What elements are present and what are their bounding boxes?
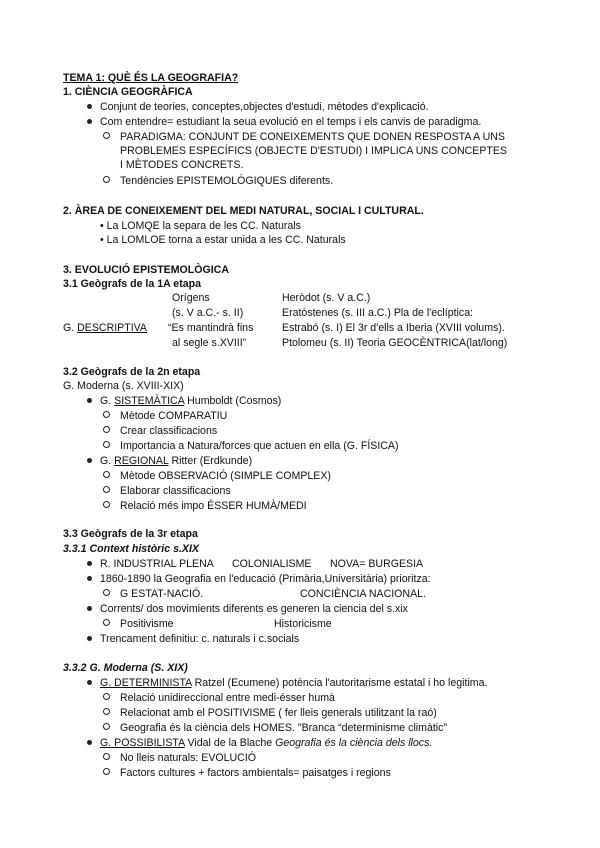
bullet-dot-icon bbox=[87, 736, 92, 749]
g-determinista bbox=[100, 677, 487, 690]
s2-bullet-2: • La LOMLOE torna a estar unida a les CC. Naturals bbox=[100, 234, 346, 246]
origens-range: (s. V a.C.- s. II) bbox=[172, 307, 244, 319]
bullet-circle-icon bbox=[103, 751, 110, 764]
s2-bullet-1: • La LOMQE la separa de les CC. Naturals bbox=[100, 220, 301, 232]
g-sistematica-word: SISTEMÀTICA bbox=[114, 395, 185, 407]
g-regional-rest: Ritter (Erdkunde) bbox=[168, 455, 253, 467]
bullet-circle-icon bbox=[103, 706, 110, 719]
context-positivisme: Positivisme bbox=[120, 618, 174, 630]
bullet-circle-icon bbox=[103, 691, 110, 704]
g-regional-prefix: G. bbox=[100, 455, 115, 467]
bullet-dot-icon bbox=[87, 572, 92, 585]
gdet-item-3: Geografia és la ciència dels HOMES. "Branca “determinisme climàtic” bbox=[120, 722, 447, 734]
bullet-circle-icon bbox=[103, 484, 110, 497]
g-descriptiva-prefix: G. bbox=[63, 322, 78, 334]
s1-paradigm-line-1: PARADIGMA: CONJUNT DE CONEIXEMENTS QUE DONEN RESPOSTA A UNS bbox=[120, 131, 505, 143]
gdet-item-1: Relació unidireccional entre medi-ésser humà bbox=[120, 692, 335, 704]
section-3-3-heading: 3.3 Geògrafs de la 3r etapa bbox=[63, 528, 198, 540]
document-title: TEMA 1: QUÈ ÉS LA GEOGRAFIA? bbox=[63, 72, 239, 84]
context-consciencia: CONCIÈNCIA NACIONAL. bbox=[300, 588, 426, 600]
bullet-circle-icon bbox=[103, 587, 110, 600]
context-burgesia: NOVA= BURGESIA bbox=[330, 558, 424, 570]
g-possibilista bbox=[100, 737, 432, 750]
gpos-item-2: Factors cultures + factors ambientals= paisatges i regions bbox=[120, 767, 391, 779]
bullet-circle-icon bbox=[103, 721, 110, 734]
section-3-heading: 3. EVOLUCIÓ EPISTEMOLÒGICA bbox=[63, 264, 229, 276]
g-possibilista-italic: Geografia és la ciència dels llocs. bbox=[275, 737, 433, 749]
context-1860: 1860-1890 la Geografia en l'educació (Primària,Universitària) prioritza: bbox=[100, 573, 431, 585]
s1-paradigm-line-3: I MÈTODES CONCRETS. bbox=[120, 159, 244, 171]
greg-item-2: Elaborar classificacions bbox=[120, 485, 231, 497]
g-regional bbox=[100, 455, 252, 468]
g-moderna: G. Moderna (s. XVIII-XIX) bbox=[63, 380, 184, 392]
s1-bullet-1: Conjunt de teories, conceptes,objectes d'estudi, mètodes d'explicació. bbox=[100, 101, 429, 113]
g-sistematica bbox=[100, 395, 281, 408]
bullet-dot-icon bbox=[87, 100, 92, 113]
g-possibilista-rest: Vidal de la Blache bbox=[184, 737, 276, 749]
section-1-heading: 1. CIÈNCIA GEOGRÀFICA bbox=[63, 86, 193, 98]
origens-label: Orígens bbox=[172, 292, 210, 304]
context-corrents: Corrents/ dos movimients diferents es generen la ciencia del s.xix bbox=[100, 603, 408, 615]
bullet-dot-icon bbox=[87, 602, 92, 615]
gsis-item-2: Crear classificacions bbox=[120, 425, 218, 437]
gdet-item-2: Relacionat amb el POSITIVISME ( fer lleis generals utilitzant la raó) bbox=[120, 707, 437, 719]
bullet-dot-icon bbox=[87, 454, 92, 467]
bullet-circle-icon bbox=[103, 469, 110, 482]
bullet-dot-icon bbox=[87, 557, 92, 570]
g-possibilista-word: G. POSSIBILISTA bbox=[100, 737, 185, 749]
bullet-circle-icon bbox=[103, 174, 110, 187]
bullet-circle-icon bbox=[103, 499, 110, 512]
context-estat-nacio: G ESTAT-NACIÓ. bbox=[120, 588, 204, 600]
bullet-dot-icon bbox=[87, 394, 92, 407]
gsis-item-3: Importancia a Natura/forces que actuen en ella (G. FÍSICA) bbox=[120, 440, 399, 452]
g-determinista-rest: Ratzel (Ecumene) potència l'autoritarisme estatal i ho legitima. bbox=[191, 677, 488, 689]
section-2-heading: 2. ÀREA DE CONEIXEMENT DEL MEDI NATURAL, SOCIAL I CULTURAL. bbox=[63, 205, 424, 217]
section-3-2-heading: 3.2 Geògrafs de la 2n etapa bbox=[63, 366, 201, 378]
context-historicisme: Historicisme bbox=[274, 618, 332, 630]
bullet-dot-icon bbox=[87, 115, 92, 128]
section-3-1-heading: 3.1 Geògrafs de la 1A etapa bbox=[63, 278, 201, 290]
bullet-circle-icon bbox=[103, 766, 110, 779]
bullet-circle-icon bbox=[103, 130, 110, 143]
bullet-circle-icon bbox=[103, 617, 110, 630]
descriptiva-quote-2: al segle s.XVIII” bbox=[172, 337, 247, 349]
g-descriptiva bbox=[63, 322, 147, 335]
bullet-circle-icon bbox=[103, 439, 110, 452]
context-trencament: Trencament definitiu: c. naturals i c.socials bbox=[100, 633, 300, 645]
eratostenes: Eratòstenes (s. III a.C.) Pla de l'eclíptica: bbox=[282, 307, 474, 319]
descriptiva-quote-1: “Es mantindrà fins bbox=[168, 322, 254, 334]
s1-paradigm-line-2: PROBLEMES ESPECÍFICS (OBJECTE D'ESTUDI) I IMPLICA UNS CONCEPTES bbox=[120, 145, 507, 157]
greg-item-3: Relació més impo ÉSSER HUMÀ/MEDI bbox=[120, 500, 307, 512]
estrabo: Estrabó (s. I) El 3r d'ells a Iberia (XVIII volums). bbox=[282, 322, 505, 334]
context-industrial: R. INDUSTRIAL PLENA bbox=[100, 558, 214, 570]
s1-tendencies: Tendències EPISTEMOLÒGIQUES diferents. bbox=[120, 175, 334, 187]
g-sistematica-prefix: G. bbox=[100, 395, 115, 407]
context-colonialisme: COLONIALISME bbox=[232, 558, 312, 570]
bullet-dot-icon bbox=[87, 676, 92, 689]
greg-item-1: Mètode OBSERVACIÓ (SIMPLE COMPLEX) bbox=[120, 470, 331, 482]
g-determinista-word: G. DETERMINISTA bbox=[100, 677, 192, 689]
bullet-dot-icon bbox=[87, 632, 92, 645]
herodot: Heròdot (s. V a.C.) bbox=[282, 292, 371, 304]
bullet-circle-icon bbox=[103, 424, 110, 437]
bullet-circle-icon bbox=[103, 409, 110, 422]
g-descriptiva-word: DESCRIPTIVA bbox=[77, 322, 147, 334]
ptolomeu: Ptolomeu (s. II) Teoria GEOCÈNTRICA(lat/long) bbox=[282, 337, 508, 349]
g-sistematica-rest: Humboldt (Cosmos) bbox=[184, 395, 282, 407]
section-3-3-1-heading: 3.3.1 Context històric s.XIX bbox=[63, 543, 199, 555]
g-regional-word: REGIONAL bbox=[114, 455, 169, 467]
gsis-item-1: Mètode COMPARATIU bbox=[120, 410, 228, 422]
gpos-item-1: No lleis naturals: EVOLUCIÓ bbox=[120, 752, 257, 764]
section-3-3-2-heading: 3.3.2 G. Moderna (S. XIX) bbox=[63, 662, 188, 674]
s1-bullet-2: Com entendre= estudiant la seua evolució en el temps i els canvis de paradigma. bbox=[100, 116, 482, 128]
